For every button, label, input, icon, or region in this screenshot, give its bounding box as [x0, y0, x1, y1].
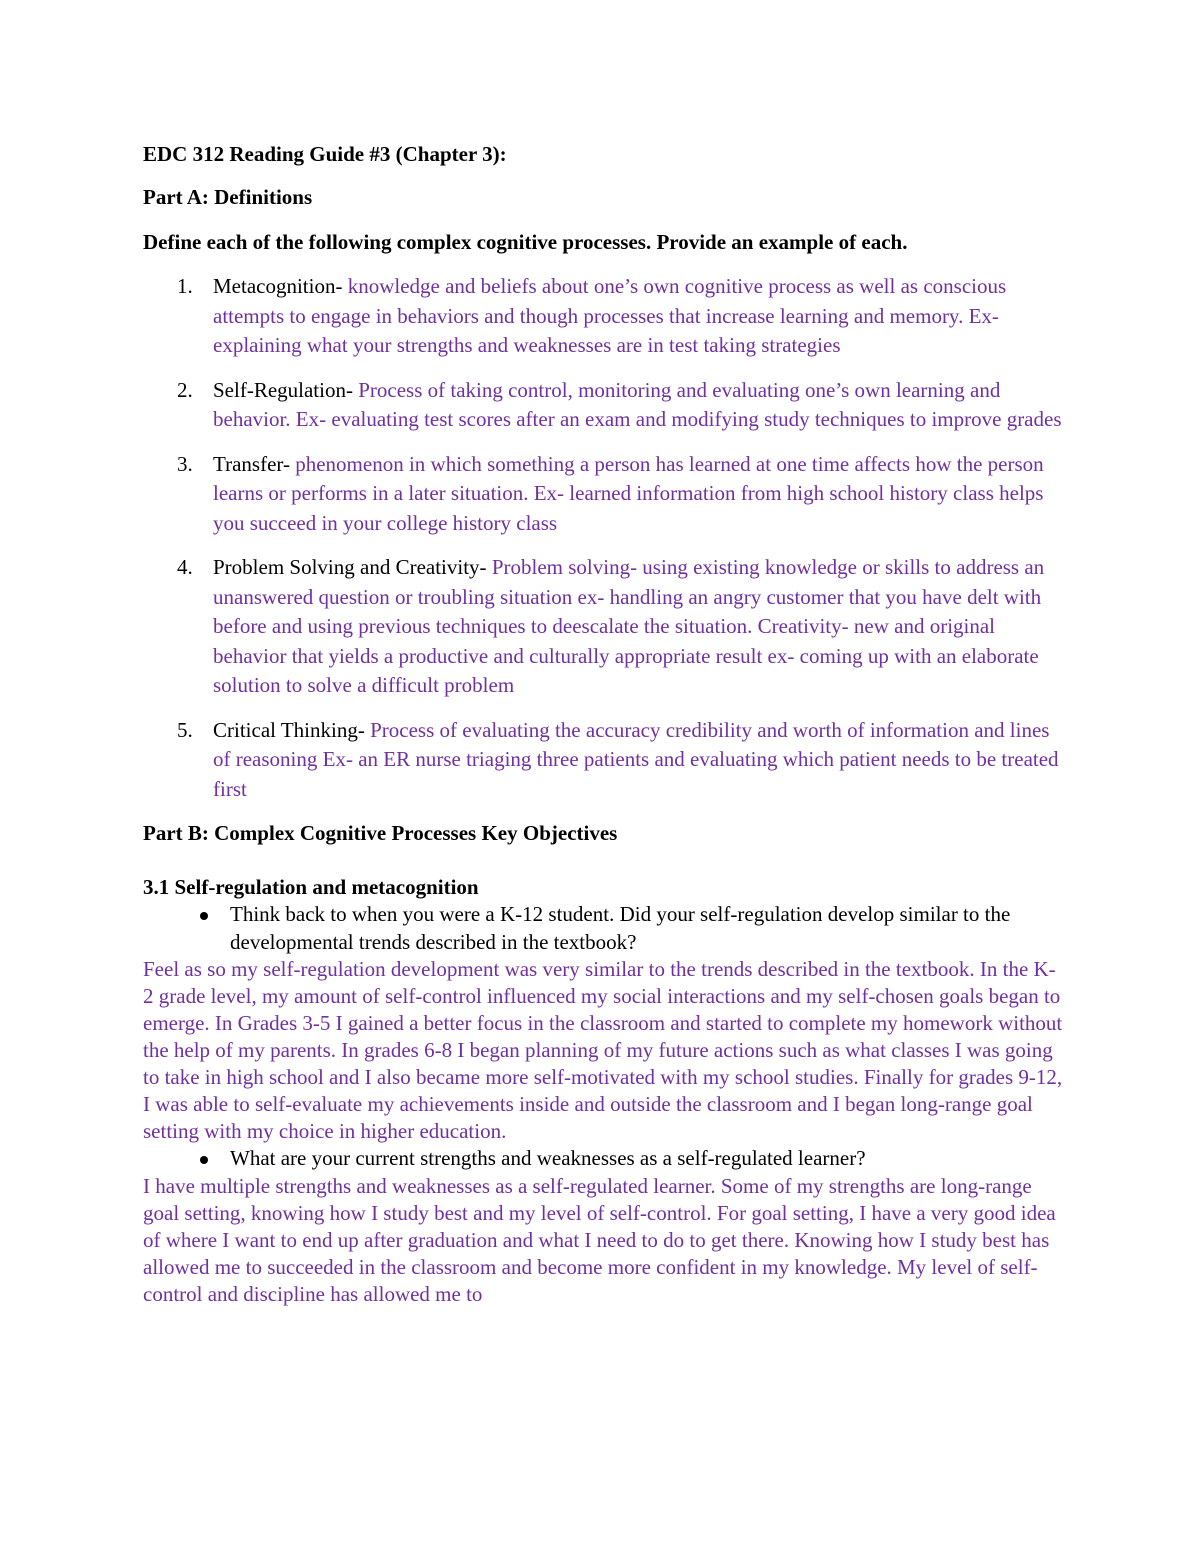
definition-item — [143, 272, 1063, 361]
definition-item — [143, 450, 1063, 539]
part-b-heading: Part B: Complex Cognitive Processes Key Objectives — [143, 821, 618, 845]
part-a-heading: Part A: Definitions — [143, 185, 313, 209]
definition-item — [143, 716, 1063, 805]
question-text: Think back to when you were a K-12 student. Did your self-regulation develop similar to the developmental trends described in the textbook? — [230, 902, 1011, 954]
question-bullet — [143, 1145, 1063, 1173]
section-heading: 3.1 Self-regulation and metacognition — [143, 875, 479, 899]
definition-answer: Problem solving- using existing knowledge or skills to address an unanswered question or troubling situation ex- handling an angry customer that you have delt with before and using previous techniques to deescalate the situation. Creativity- new and original behavior that yields a productive and culturally appropriate result ex- coming up with an elaborate solution to solve a difficult problem — [213, 555, 1045, 697]
definition-number: 1. — [177, 274, 193, 298]
definition-answer: Process of taking control, monitoring and evaluating one’s own learning and behavior. Ex- evaluating test scores after an exam and modifying study techniques to improve grades — [213, 377, 1062, 431]
bullet-icon — [200, 912, 208, 920]
document-title: EDC 312 Reading Guide #3 (Chapter 3): — [143, 142, 507, 166]
definition-term: Self-Regulation- — [213, 377, 359, 402]
response-paragraph: I have multiple strengths and weaknesses as a self-regulated learner. Some of my strengths are long-range goal setting, knowing how I study best and my level of self-control. For goal setting, I have a very good idea of where I want to end up after graduation and what I need to do to get there. Knowing how I study best has allowed me to succeeded in the classroom and become more confident in my knowledge. My level of self-control and discipline has allowed me to — [143, 1173, 1056, 1306]
instructions: Define each of the following complex cognitive processes. Provide an example of each. — [143, 230, 908, 254]
document-page — [143, 140, 1063, 1308]
definition-answer: knowledge and beliefs about one’s own cognitive process as well as conscious attempts to engage in behaviors and though processes that increase learning and memory. Ex- explaining what your strengths and weaknesses are in test taking strategies — [213, 274, 1007, 357]
definition-number: 4. — [177, 555, 193, 579]
definition-answer: phenomenon in which something a person has learned at one time affects how the person learns or performs in a later situation. Ex- learned information from high school history class helps you succeed in your college history class — [213, 451, 1044, 535]
definitions-list — [143, 272, 1063, 804]
question-text: What are your current strengths and weaknesses as a self-regulated learner? — [230, 1146, 866, 1170]
bullet-icon — [200, 1156, 208, 1164]
response-paragraph: Feel as so my self-regulation development was very similar to the trends described in the textbook. In the K-2 grade level, my amount of self-control influenced my social interactions and my self-chosen goals began to emerge. In Grades 3-5 I gained a better focus in the classroom and started to complete my homework without the help of my parents. In grades 6-8 I began planning of my future actions such as what classes I was going to take in high school and I also became more self-motivated with my school studies. Finally for grades 9-12, I was able to self-evaluate my achievements inside and outside the classroom and I began long-range goal setting with my choice in higher education. — [143, 957, 1063, 1143]
definition-term: Critical Thinking- — [213, 717, 371, 742]
definition-term: Transfer- — [213, 451, 296, 476]
question-bullet — [143, 901, 1063, 956]
definition-term: Metacognition- — [213, 274, 348, 298]
definition-number: 2. — [177, 377, 193, 402]
definition-answer: Process of evaluating the accuracy credibility and worth of information and lines of reasoning Ex- an ER nurse triaging three patients and evaluating which patient needs to be treated first — [213, 717, 1059, 801]
definition-item — [143, 376, 1063, 435]
definition-number: 3. — [177, 451, 193, 476]
definition-item — [143, 553, 1063, 701]
definition-number: 5. — [177, 717, 193, 742]
definition-term: Problem Solving and Creativity- — [213, 555, 492, 579]
